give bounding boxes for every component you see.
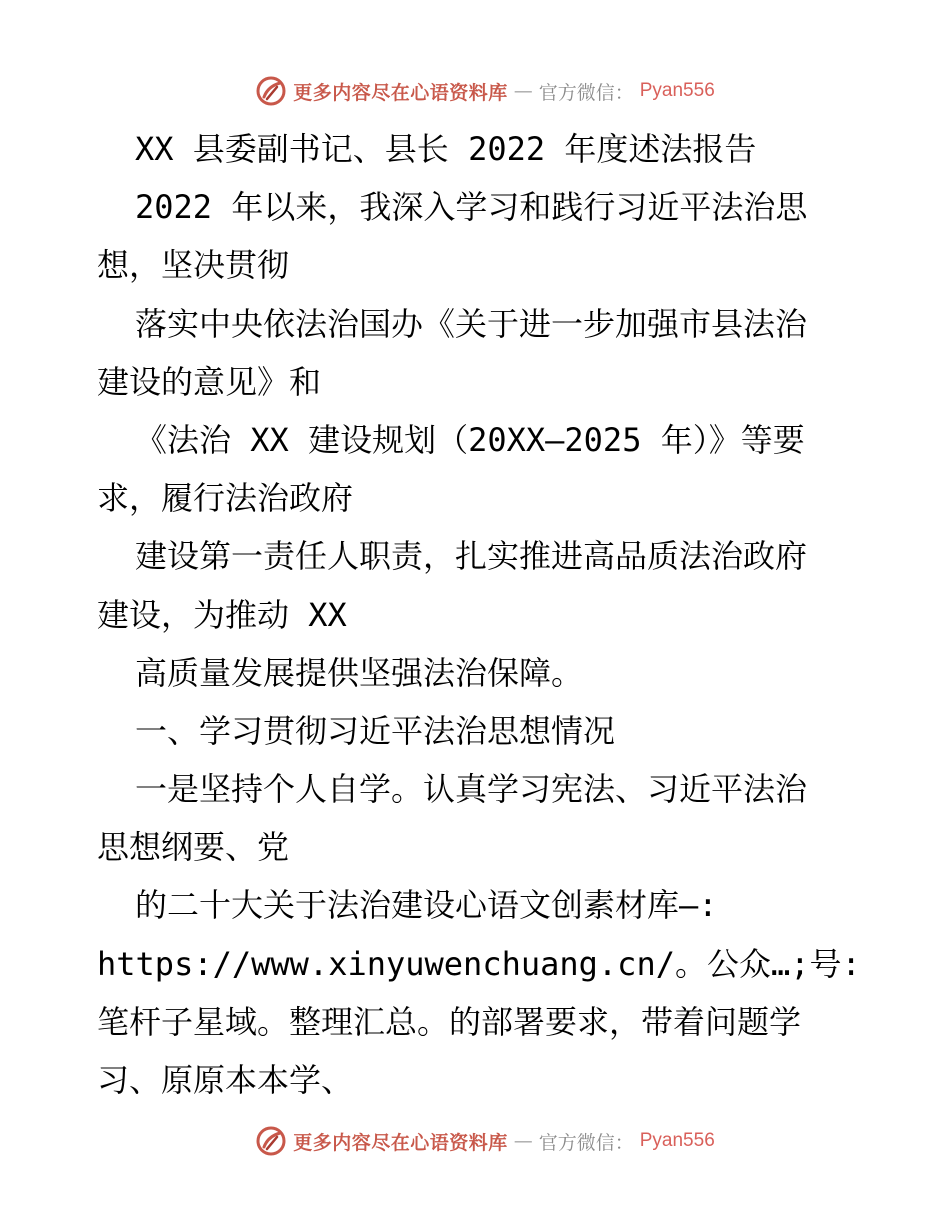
footer-banner-text: 更多内容尽在心语资料库 [293,1131,508,1154]
footer-banner-dash: — [513,1130,533,1152]
paragraph-line: 建设第一责任人职责，扎实推进高品质法治政府 [135,537,808,576]
header-banner-content [255,75,715,107]
paragraph-line: 落实中央依法治国办《关于进一步加强市县法治 [135,304,808,343]
paragraph-line: 的二十大关于法治建设心语文创素材库—: [135,886,718,925]
paragraph-line: 求，履行法治政府 [97,479,354,518]
brand-logo-icon [255,1125,287,1157]
paragraph-line: 思想纲要、党 [97,828,290,867]
brand-logo-icon [255,75,287,107]
paragraph-line: 笔杆子星域。整理汇总。的部署要求，带着问题学 [97,1002,802,1041]
footer-banner-content [255,1125,715,1157]
header-banner-wechat-id: Pyan556 [639,80,715,101]
paragraph-line: 高质量发展提供坚强法治保障。 [135,653,584,692]
header-banner-official-label: 官方微信： [538,81,634,104]
paragraph-line: 2022 年以来，我深入学习和践行习近平法治思 [135,188,808,227]
document-body [97,120,861,1109]
paragraph-line: 一是坚持个人自学。认真学习宪法、习近平法治 [135,770,808,809]
paragraph-line: 建设的意见》和 [97,362,322,401]
paragraph-line: https://www.xinyuwenchuang.cn/。公众…;号: [97,944,861,983]
header-banner-text: 更多内容尽在心语资料库 [293,81,508,104]
paragraph-line: 《法治 XX 建设规划（20XX—2025 年）》等要 [135,420,805,459]
paragraph-line: 建设，为推动 XX [97,595,347,634]
footer-banner-wechat-id: Pyan556 [639,1130,715,1151]
section-heading: 一、学习贯彻习近平法治思想情况 [135,711,616,750]
paragraph-line: 想，坚决贯彻 [97,246,290,285]
paragraph-line: 习、原原本本学、 [97,1061,354,1099]
header-banner [0,71,950,111]
footer-banner-official-label: 官方微信： [538,1131,634,1154]
header-banner-dash: — [513,80,533,102]
footer-banner [0,1121,950,1161]
document-title: XX 县委副书记、县长 2022 年度述法报告 [135,130,757,168]
